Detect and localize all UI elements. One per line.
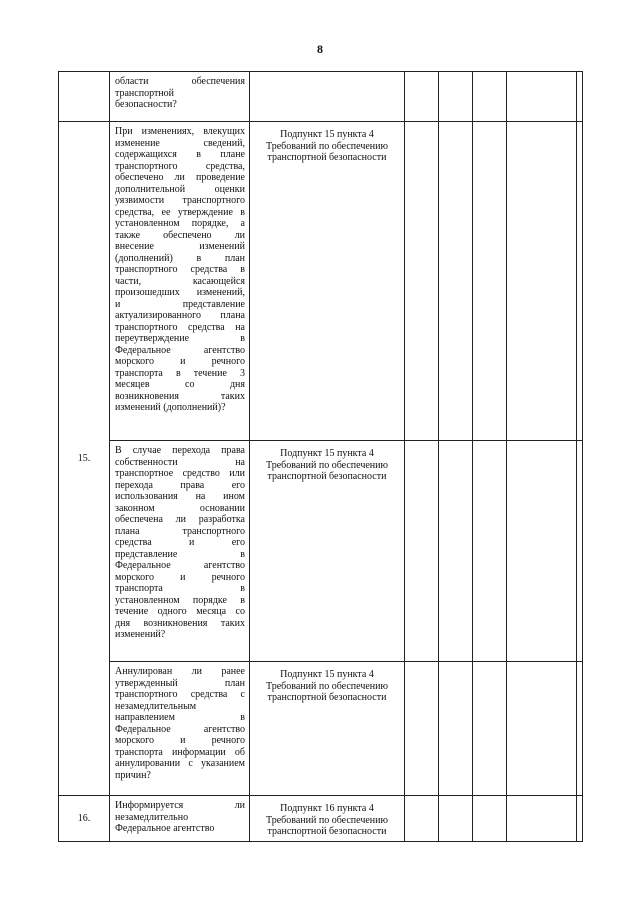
answer-cell	[473, 72, 507, 122]
question-line: изменений?	[115, 629, 166, 640]
question-line: транспортного средства в	[115, 264, 245, 275]
question-line: утвержденный план	[115, 677, 245, 689]
question-line: также обеспечено ли	[115, 229, 245, 241]
answer-cell	[473, 122, 507, 441]
answer-cell	[439, 72, 473, 122]
question-line: дополнительной оценки	[115, 183, 245, 195]
question-line: изменений (дополнений)?	[115, 402, 226, 413]
question-line: аннулировании с указанием	[115, 758, 245, 769]
answer-cell	[507, 796, 577, 842]
question-line: обеспечена ли разработка	[115, 514, 245, 525]
question-line: содержащихся в плане	[115, 149, 245, 160]
question-line: морского и речного	[115, 571, 245, 583]
question-line: транспорта в течение 3	[115, 367, 245, 379]
reference-cell: Подпункт 16 пункта 4 Требований по обеспечению транспортной безопасности	[250, 796, 405, 842]
question-line: транспортной	[115, 87, 175, 99]
answer-cell	[507, 441, 577, 662]
question-line: месяцев со дня	[115, 379, 245, 390]
question-line: средства, ее утверждение в	[115, 206, 245, 218]
reference-cell: Подпункт 15 пункта 4 Требований по обеспечению транспортной безопасности	[250, 122, 405, 441]
table-row	[59, 441, 583, 662]
question-line: Аннулирован ли ранее	[115, 666, 245, 677]
checklist-table	[58, 71, 583, 842]
question-line: транспорта информации об	[115, 746, 245, 758]
question-cell	[110, 122, 250, 441]
question-line: транспортное средство или	[115, 468, 245, 479]
question-line: возникновения таких	[115, 390, 245, 402]
question-line: представление в	[115, 548, 245, 560]
question-line: Федеральное агентство	[115, 823, 215, 834]
question-line: области обеспечения	[115, 76, 245, 87]
question-line: Федеральное агентство	[115, 344, 245, 356]
question-line: перехода права его	[115, 479, 245, 491]
question-line: течение одного месяца со	[115, 606, 245, 617]
answer-cell	[507, 122, 577, 441]
answer-cell	[439, 122, 473, 441]
question-line: Федеральное агентство	[115, 560, 245, 571]
page-number: 8	[317, 42, 323, 56]
question-line: транспорта в	[115, 583, 245, 594]
question-line: морского и речного	[115, 356, 245, 367]
reference-cell: Подпункт 15 пункта 4 Требований по обеспечению транспортной безопасности	[250, 441, 405, 662]
answer-cell	[577, 72, 583, 122]
question-line: В случае перехода права	[115, 445, 245, 456]
question-line: обеспечено ли проведение	[115, 172, 245, 183]
answer-cell	[473, 796, 507, 842]
question-line: использования на ином	[115, 491, 245, 502]
answer-cell	[577, 122, 583, 441]
checklist-body	[59, 72, 583, 842]
question-line: транспортного средства,	[115, 160, 245, 172]
question-line: незамедлительным	[115, 700, 197, 712]
question-line: собственности на	[115, 456, 245, 468]
answer-cell	[405, 441, 439, 662]
reference-cell	[250, 72, 405, 122]
answer-cell	[577, 441, 583, 662]
question-line: направлением в	[115, 712, 245, 723]
question-line: плана транспортного	[115, 525, 245, 537]
question-line: При изменениях, влекущих	[115, 126, 245, 137]
question-cell	[110, 662, 250, 796]
answer-cell	[405, 72, 439, 122]
table-row	[59, 72, 583, 122]
question-line: дня возникновения таких	[115, 617, 245, 629]
question-line: части, касающейся	[115, 275, 245, 287]
question-line: законном основании	[115, 502, 245, 514]
answer-cell	[473, 441, 507, 662]
question-line: причин?	[115, 769, 151, 781]
question-line: безопасности?	[115, 99, 177, 110]
question-line: произошедших изменений,	[115, 287, 245, 298]
question-line: внесение изменений	[115, 241, 245, 252]
question-line: морского и речного	[115, 735, 245, 746]
question-line: Федеральное агентство	[115, 723, 245, 735]
question-line: (дополнений) в план	[115, 252, 245, 264]
question-line: уязвимости транспортного	[115, 195, 245, 206]
question-line: изменение сведений,	[115, 137, 245, 149]
answer-cell	[405, 796, 439, 842]
answer-cell	[577, 662, 583, 796]
item-number-cell	[59, 72, 110, 122]
question-line: переутверждение в	[115, 333, 245, 344]
table-row	[59, 662, 583, 796]
question-line: и представление	[115, 298, 245, 310]
table-row	[59, 122, 583, 441]
question-line: актуализированного плана	[115, 310, 245, 321]
answer-cell	[405, 122, 439, 441]
item-number-cell: 16.	[59, 796, 110, 842]
answer-cell	[473, 662, 507, 796]
answer-cell	[439, 441, 473, 662]
answer-cell	[577, 796, 583, 842]
reference-cell: Подпункт 15 пункта 4 Требований по обеспечению транспортной безопасности	[250, 662, 405, 796]
answer-cell	[507, 72, 577, 122]
item-number-cell: 15.	[59, 122, 110, 796]
question-cell	[110, 441, 250, 662]
answer-cell	[439, 796, 473, 842]
question-line: Информируется ли	[115, 800, 245, 811]
question-line: транспортного средства с	[115, 689, 245, 700]
answer-cell	[507, 662, 577, 796]
question-line: транспортного средства на	[115, 321, 245, 333]
question-line: установленном порядке в	[115, 594, 245, 606]
question-cell	[110, 72, 250, 122]
answer-cell	[405, 662, 439, 796]
question-line: средства и его	[115, 537, 245, 548]
table-row	[59, 796, 583, 842]
question-line: незамедлительно	[115, 811, 189, 823]
question-cell	[110, 796, 250, 842]
answer-cell	[439, 662, 473, 796]
question-line: установленном порядке, а	[115, 218, 245, 229]
